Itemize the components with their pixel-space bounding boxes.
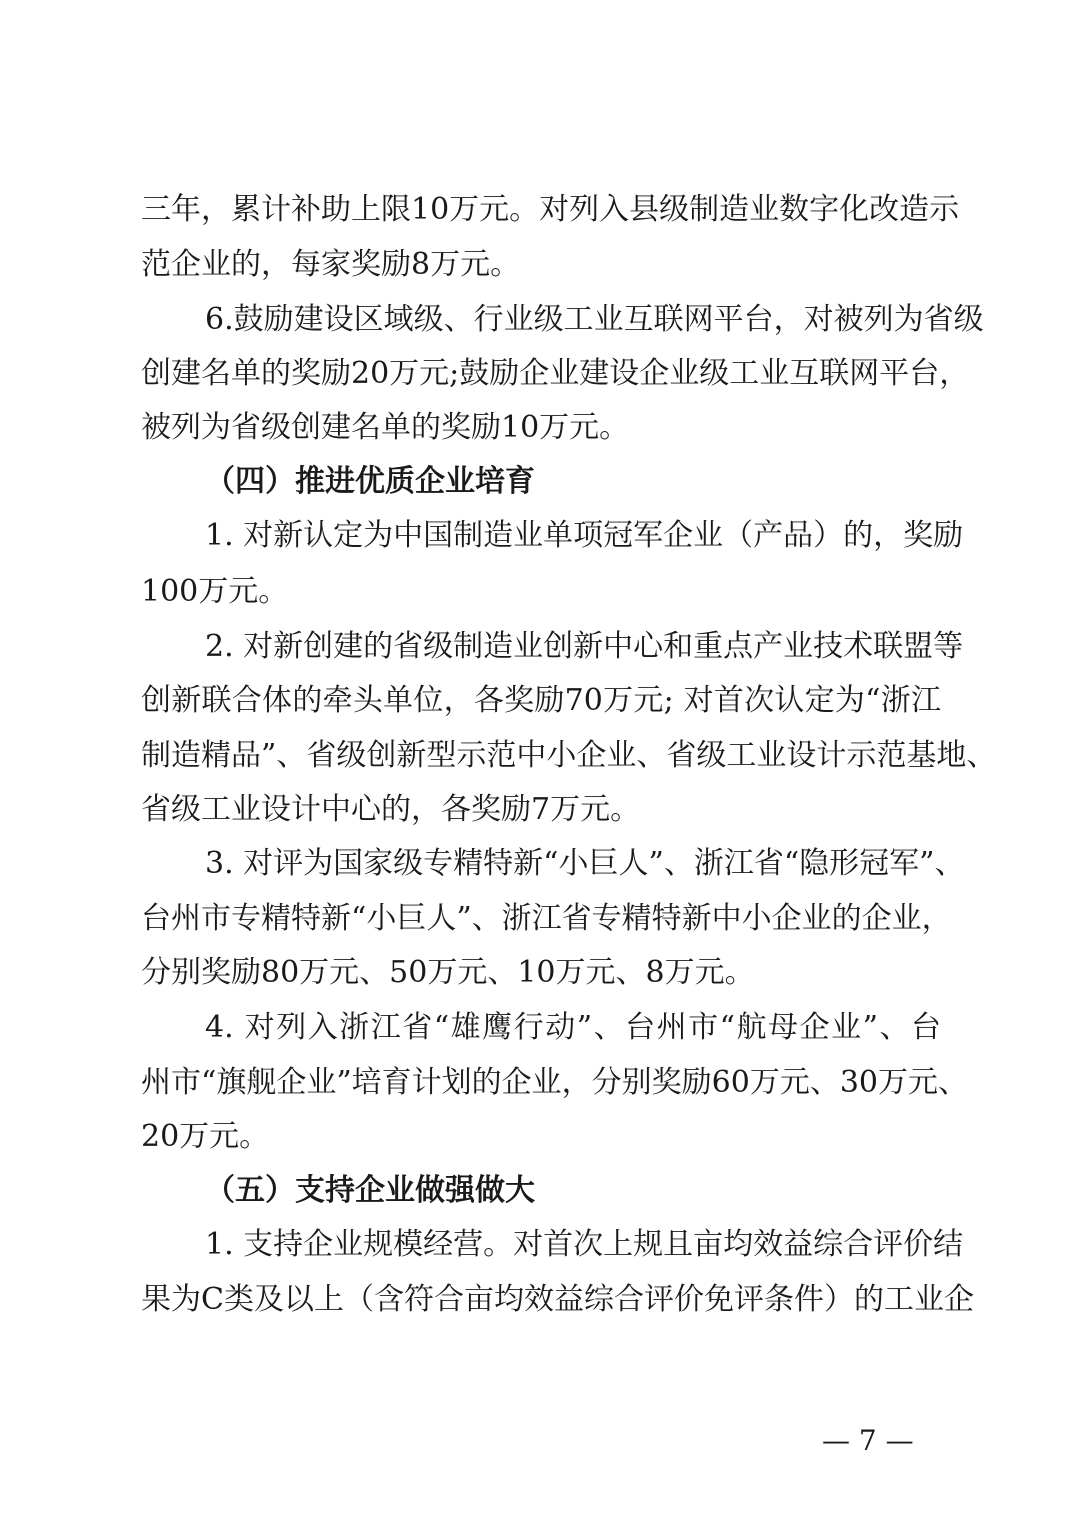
paragraph-line: 省级工业设计中心的，各奖励7万元。	[141, 792, 641, 827]
paragraph-line: 3. 对评为国家级专精特新“小巨人”、浙江省“隐形冠军”、	[205, 846, 965, 881]
paragraph-line: 三年，累计补助上限10万元。对列入县级制造业数字化改造示	[141, 192, 960, 227]
paragraph-line: 州市“旗舰企业”培育计划的企业，分别奖励60万元、30万元、	[141, 1065, 969, 1100]
paragraph-line: 制造精品”、省级创新型示范中小企业、省级工业设计示范基地、	[141, 738, 997, 773]
paragraph-line: 2. 对新创建的省级制造业创新中心和重点产业技术联盟等	[205, 629, 964, 664]
paragraph-line: 100万元。	[141, 574, 289, 609]
paragraph-line: 20万元。	[141, 1119, 270, 1154]
paragraph-line: 分别奖励80万元、50万元、10万元、8万元。	[141, 955, 755, 990]
paragraph-line: 果为C类及以上（含符合亩均效益综合评价免评条件）的工业企	[141, 1282, 974, 1317]
section-heading: （四）推进优质企业培育	[205, 464, 535, 499]
paragraph-line: 范企业的，每家奖励8万元。	[141, 247, 521, 282]
paragraph-line: 1. 对新认定为中国制造业单项冠军企业（产品）的，奖励	[205, 518, 964, 553]
paragraph-line: 创建名单的奖励20万元;鼓励企业建设企业级工业互联网平台，	[141, 356, 970, 391]
paragraph-line: 台州市专精特新“小巨人”、浙江省专精特新中小企业的企业，	[141, 901, 952, 936]
paragraph-line: 1. 支持企业规模经营。对首次上规且亩均效益综合评价结	[205, 1227, 964, 1262]
paragraph-line: 4. 对列入浙江省“雄鹰行动”、台州市“航母企业”、台	[205, 1010, 941, 1045]
paragraph-line: 创新联合体的牵头单位，各奖励70万元; 对首次认定为“浙江	[141, 683, 941, 718]
section-heading: （五）支持企业做强做大	[205, 1173, 535, 1208]
paragraph-line: 被列为省级创建名单的奖励10万元。	[141, 410, 630, 445]
page-number: — 7 —	[822, 1424, 914, 1457]
paragraph-line: 6.鼓励建设区域级、行业级工业互联网平台，对被列为省级	[205, 302, 984, 337]
